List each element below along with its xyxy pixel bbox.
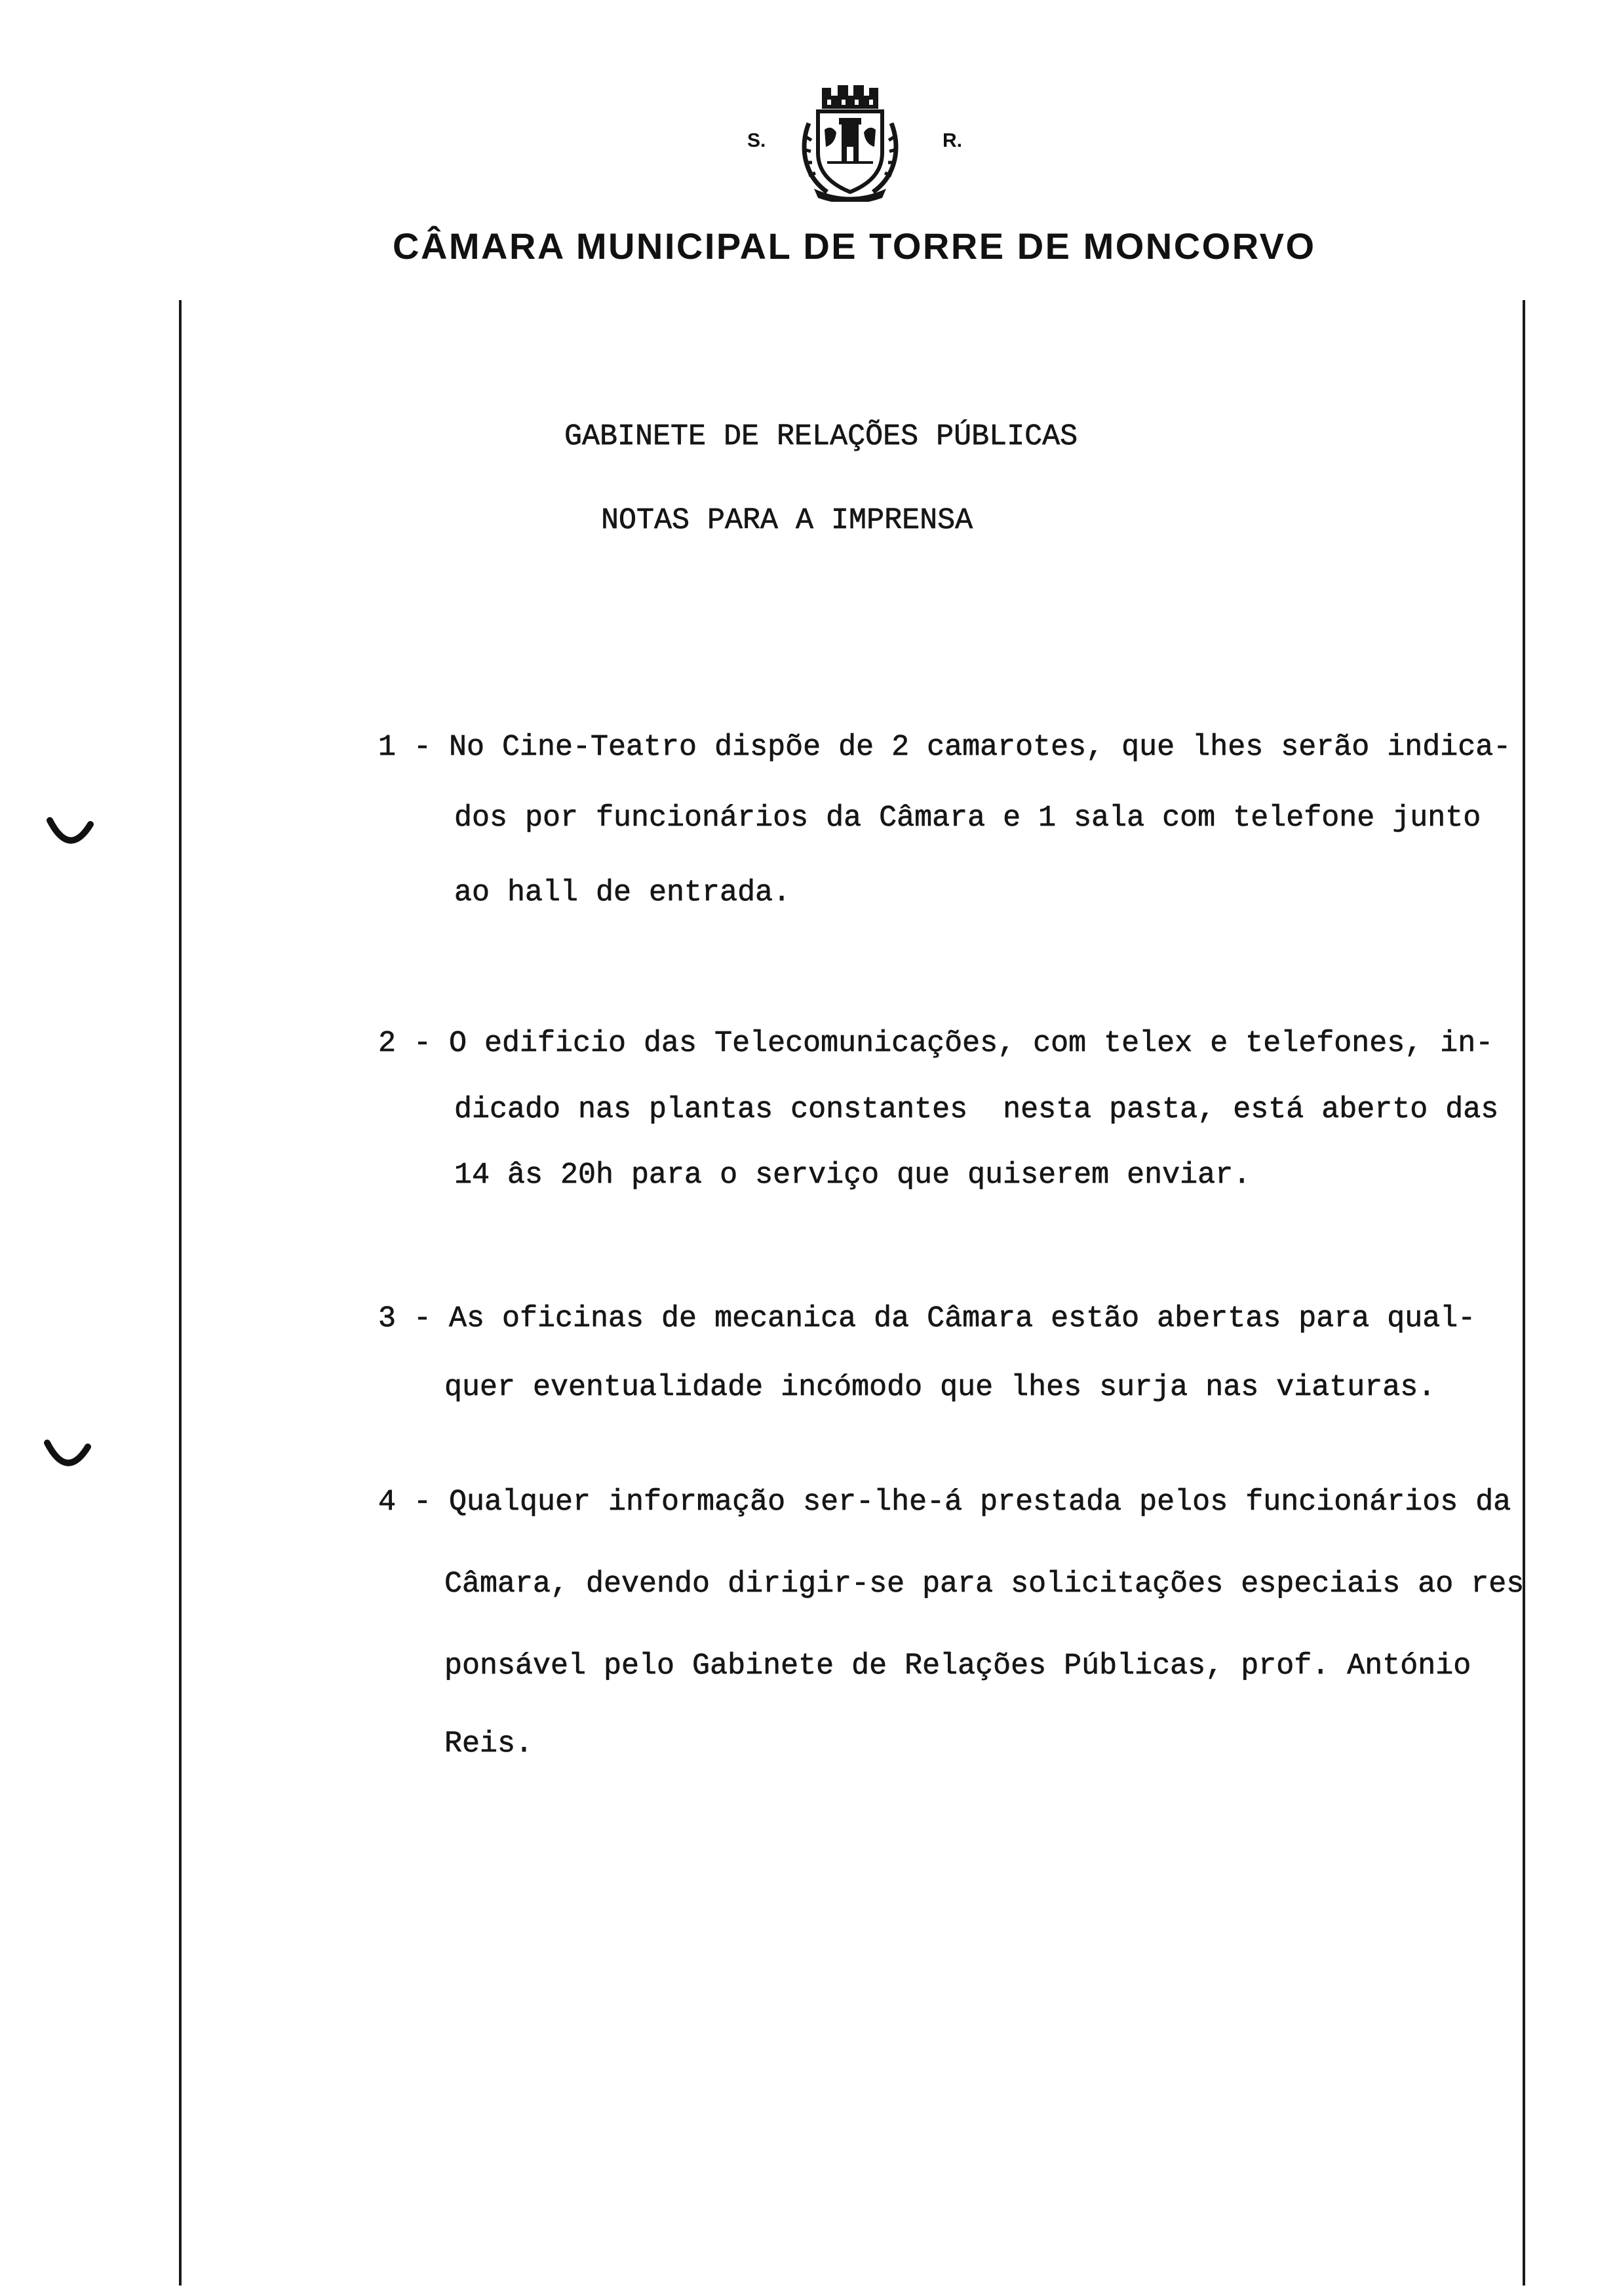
municipal-seal [794, 84, 906, 202]
right-margin-rule [1523, 300, 1525, 2286]
punch-hole-mark [43, 1435, 92, 1474]
seal-right-mark: R. [943, 130, 962, 151]
punch-hole-mark [46, 813, 94, 852]
item-text-line: 14 âs 20h para o serviço que quiserem enviar. [454, 1158, 1251, 1192]
item-text-line: No Cine-Teatro dispõe de 2 camarotes, que lhes serão indica- [449, 731, 1511, 764]
item-number: 4 - [378, 1485, 432, 1519]
letterhead [0, 0, 1615, 275]
page-title: CÂMARA MUNICIPAL DE TORRE DE MONCORVO [393, 225, 1316, 267]
item-text-line: quer eventualidade incómodo que lhes surja nas viaturas. [444, 1371, 1436, 1404]
item-text-line: ponsável pelo Gabinete de Relações Públicas, prof. António [444, 1649, 1471, 1683]
item-number: 1 - [378, 731, 432, 764]
item-text-line: Qualquer informação ser-lhe-á prestada pelos funcionários da [449, 1485, 1511, 1519]
item-text-line: O edificio das Telecomunicações, com telex e telefones, in- [449, 1027, 1494, 1060]
item-text-line: As oficinas de mecanica da Câmara estão abertas para qual- [449, 1302, 1476, 1335]
seal-left-mark: S. [747, 130, 766, 151]
item-text-line: dos por funcionários da Câmara e 1 sala com telefone junto [454, 801, 1481, 835]
office-heading: GABINETE DE RELAÇÕES PÚBLICAS [564, 420, 1078, 453]
left-margin-rule [179, 300, 182, 2286]
item-number: 3 - [378, 1302, 432, 1335]
item-text-line: Câmara, devendo dirigir-se para solicitações especiais ao res [444, 1567, 1525, 1601]
item-text-line: ao hall de entrada. [454, 876, 791, 909]
press-notes-subtitle: NOTAS PARA A IMPRENSA [601, 504, 973, 537]
item-number: 2 - [378, 1027, 432, 1060]
item-text-line: dicado nas plantas constantes nesta pasta, está aberto das [454, 1093, 1499, 1126]
item-text-line: Reis. [444, 1727, 534, 1761]
